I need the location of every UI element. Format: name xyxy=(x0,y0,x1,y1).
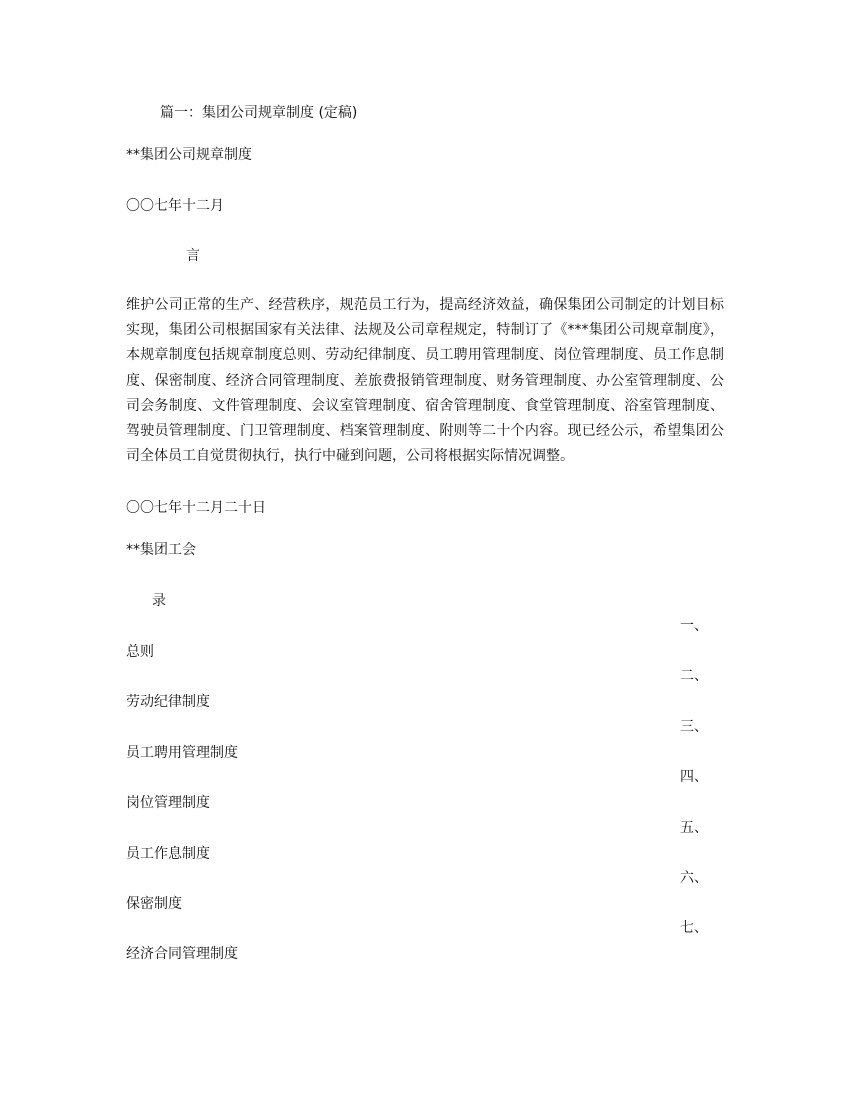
toc-entry xyxy=(126,868,724,918)
toc-entry xyxy=(126,918,724,968)
toc-entry-title: 经济合同管理制度 xyxy=(126,946,238,963)
toc-entry xyxy=(126,717,724,767)
preface-heading: 言 xyxy=(186,248,200,264)
issue-date: 〇〇七年十二月 xyxy=(126,198,224,214)
toc-entry-title: 员工聘用管理制度 xyxy=(126,744,238,761)
document-title: 篇一：集团公司规章制度 (定稿) xyxy=(160,105,358,121)
toc-entry-number: 三、 xyxy=(680,718,708,735)
toc-entry-number: 一、 xyxy=(680,618,708,634)
signing-date: 〇〇七年十二月二十日 xyxy=(126,500,266,516)
toc-entry-title: 保密制度 xyxy=(126,895,182,912)
toc-entry-number: 七、 xyxy=(680,920,708,937)
toc-entry-number: 二、 xyxy=(680,668,708,685)
toc-entry-number: 五、 xyxy=(680,819,708,836)
organization-name: **集团工会 xyxy=(126,542,196,558)
toc-entry-number: 六、 xyxy=(680,869,708,886)
toc-entry xyxy=(126,767,724,817)
toc-heading: 录 xyxy=(152,593,166,609)
toc-entry xyxy=(126,616,724,666)
toc-entry-title: 岗位管理制度 xyxy=(126,795,210,812)
toc-entry-title: 劳动纪律制度 xyxy=(126,694,210,711)
preface-body: 维护公司正常的生产、经营秩序，规范员工行为，提高经济效益，确保集团公司制定的计划目标实现，集团公司根据国家有关法律、法规及公司章程规定，特制订了《***集团公司规章制度》，本规章制度包括规章制度总则、劳动纪律制度、员工聘用管理制度、岗位管理制度、员工作息制度、保密制度、经济合同管理制度、差旅费报销管理制度、财务管理制度、办公室管理制度、公司会务制度、文件管理制度、会议室管理制度、宿舍管理制度、食堂管理制度、浴室管理制度、驾驶员管理制度、门卫管理制度、档案管理制度、附则等二十个内容。现已经公示，希望集团公司全体员工自觉贯彻执行，执行中碰到问题，公司将根据实际情况调整。 xyxy=(126,297,724,465)
toc-entry-title: 总则 xyxy=(126,644,154,660)
toc-entry xyxy=(126,666,724,716)
toc-entry-number: 四、 xyxy=(680,769,708,786)
regulation-name: **集团公司规章制度 xyxy=(126,147,252,163)
toc-entry-title: 员工作息制度 xyxy=(126,845,210,862)
toc-entry xyxy=(126,818,724,868)
table-of-contents xyxy=(126,616,724,969)
